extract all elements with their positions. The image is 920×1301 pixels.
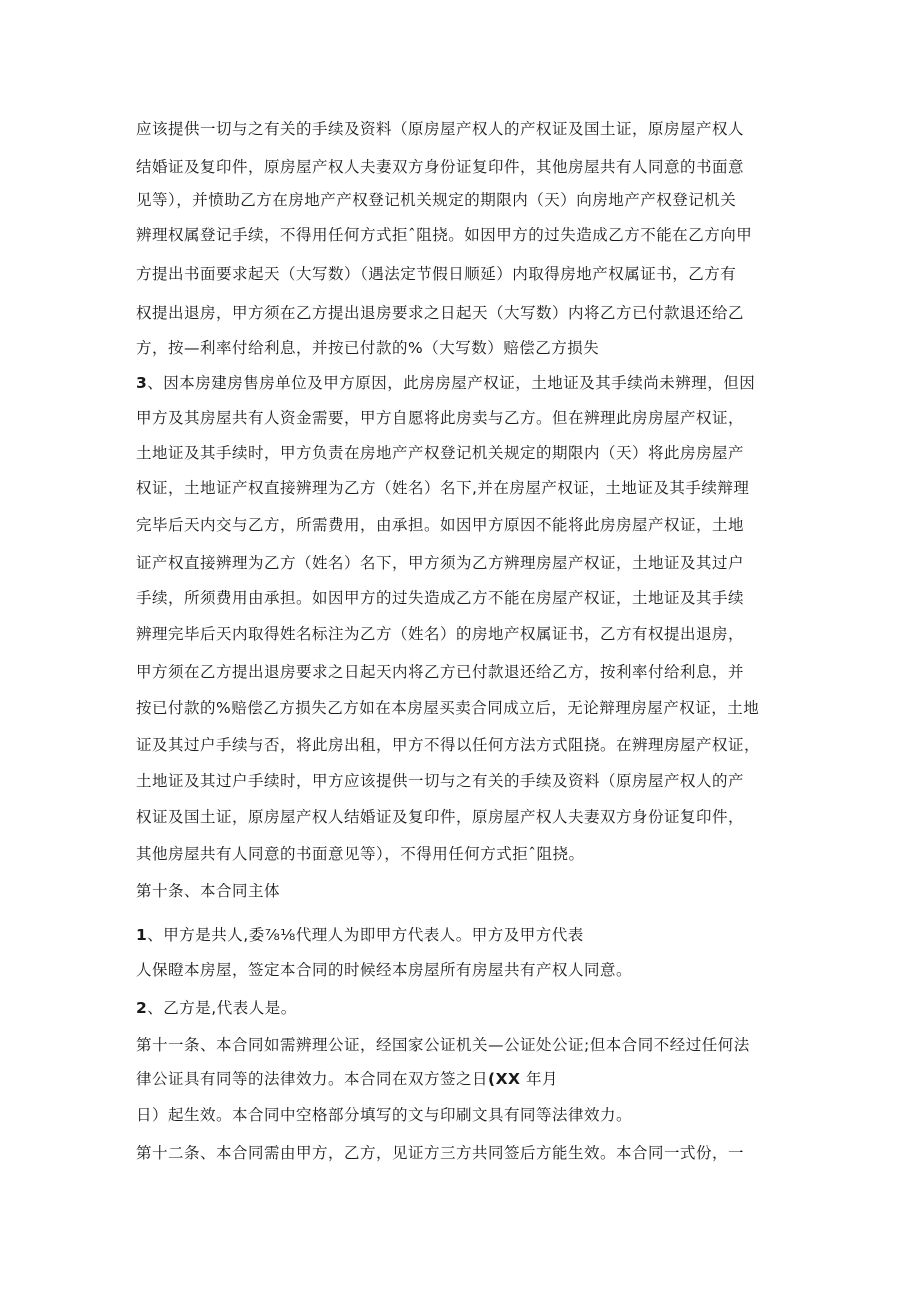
text-line: 土地证及其过户手续时，甲方应该提供一切与之有关的手续及资料（原房屋产权人的产: [136, 772, 745, 790]
text-span: 律公证具有同等的法律效力。本合同在双方签之日: [136, 1070, 489, 1088]
section-heading-12: 第十二条、本合同需由甲方，乙方，见证方三方共同签后方能生效。本合同一式份，一: [136, 1144, 745, 1162]
clause-3-line: [136, 372, 796, 394]
clause-1-line: [136, 924, 796, 946]
text-line: 证产权直接辨理为乙方（姓名）名下，甲方须为乙方辨理房屋产权证，土地证及其过户: [136, 554, 745, 572]
text-line: 方提出书面要求起天（大写数）（遇法定节假日顺延）内取得房地产权属证书，乙方有: [136, 265, 737, 283]
text-span: 、甲方是共人,委⅞⅛代理人为即甲方代表人。甲方及甲方代表: [147, 926, 584, 944]
text-line: 辨理完毕后天内取得姓名标注为乙方（姓名）的房地产权属证书，乙方有权提出退房，: [136, 625, 745, 643]
text-line: 证及其过户手续与否，将此房出租，甲方不得以任何方法方式阻挠。在辨理房屋产权证，: [136, 736, 761, 754]
text-line: 见等），并愤助乙方在房地产产权登记机关规定的期限内（天）向房地产产权登记机关: [136, 191, 737, 209]
text-line: 结婚证及复印件，原房屋产权人夫妻双方身份证复印件，其他房屋共有人同意的书面意: [136, 158, 745, 176]
clause-2-line: [136, 997, 796, 1019]
item-number: 1: [136, 926, 148, 944]
text-line: 辨理权属登记手续，不得用任何方式拒ˆ阻挠。如因甲方的过失造成乙方不能在乙方向甲: [136, 226, 753, 244]
text-span: 、因本房建房售房单位及甲方原因，此房房屋产权证，土地证及其手续尚未辨理，但因: [147, 374, 756, 392]
text-line: 权证，土地证产权直接辨理为乙方（姓名）名下,并在房屋产权证，土地证及其手续辩理: [136, 479, 750, 497]
date-placeholder: (XX: [488, 1070, 521, 1088]
section-heading-10: 第十条、本合同主体: [136, 882, 281, 900]
text-line: 应该提供一切与之有关的手续及资料（原房屋产权人的产权证及国土证，原房屋产权人: [136, 120, 745, 138]
section-heading-11: 第十一条、本合同如需辨理公证，经国家公证机关—公证处公证;但本合同不经过任何法: [136, 1036, 750, 1054]
text-line: 甲方须在乙方提出退房要求之日起天内将乙方已付款退还给乙方，按利率付给利息，并: [136, 663, 745, 681]
text-line: 完毕后天内交与乙方，所需费用，由承担。如因甲方原因不能将此房房屋产权证，土地: [136, 516, 745, 534]
text-line: 其他房屋共有人同意的书面意见等），不得用任何方式拒ˆ阻挠。: [136, 845, 585, 863]
text-span: 、乙方是,代表人是。: [147, 999, 297, 1017]
text-line: 土地证及其手续时，甲方负责在房地产产权登记机关规定的期限内（天）将此房房屋产: [136, 444, 745, 462]
text-line: 人保瞪本房屋，签定本合同的时候经本房屋所有房屋共有产权人同意。: [136, 961, 633, 979]
text-line: 权提出退房，甲方须在乙方提出退房要求之日起天（大写数）内将乙方已付款退还给乙: [136, 304, 745, 322]
text-span: 年月: [520, 1070, 558, 1088]
text-line: 权证及国土证，原房屋产权人结婚证及复印件，原房屋产权人夫妻双方身份证复印件，: [136, 808, 745, 826]
text-line: 按已付款的%赔偿乙方损失乙方如在本房屋买卖合同成立后，无论辩理房屋产权证，土地: [136, 699, 760, 717]
text-line: 甲方及其房屋共有人资金需要，甲方自愿将此房卖与乙方。但在辨理此房房屋产权证，: [136, 409, 745, 427]
item-number: 2: [136, 999, 148, 1017]
text-line: [136, 1068, 796, 1090]
text-line: 日）起生效。本合同中空格部分填写的文与印刷文具有同等法律效力。: [136, 1106, 633, 1124]
text-line: 方，按—利率付给利息，并按已付款的%（大写数）赔偿乙方损失: [136, 339, 600, 357]
item-number: 3: [136, 374, 148, 392]
text-line: 手续，所须费用由承担。如因甲方的过失造成乙方不能在房屋产权证，土地证及其手续: [136, 589, 745, 607]
